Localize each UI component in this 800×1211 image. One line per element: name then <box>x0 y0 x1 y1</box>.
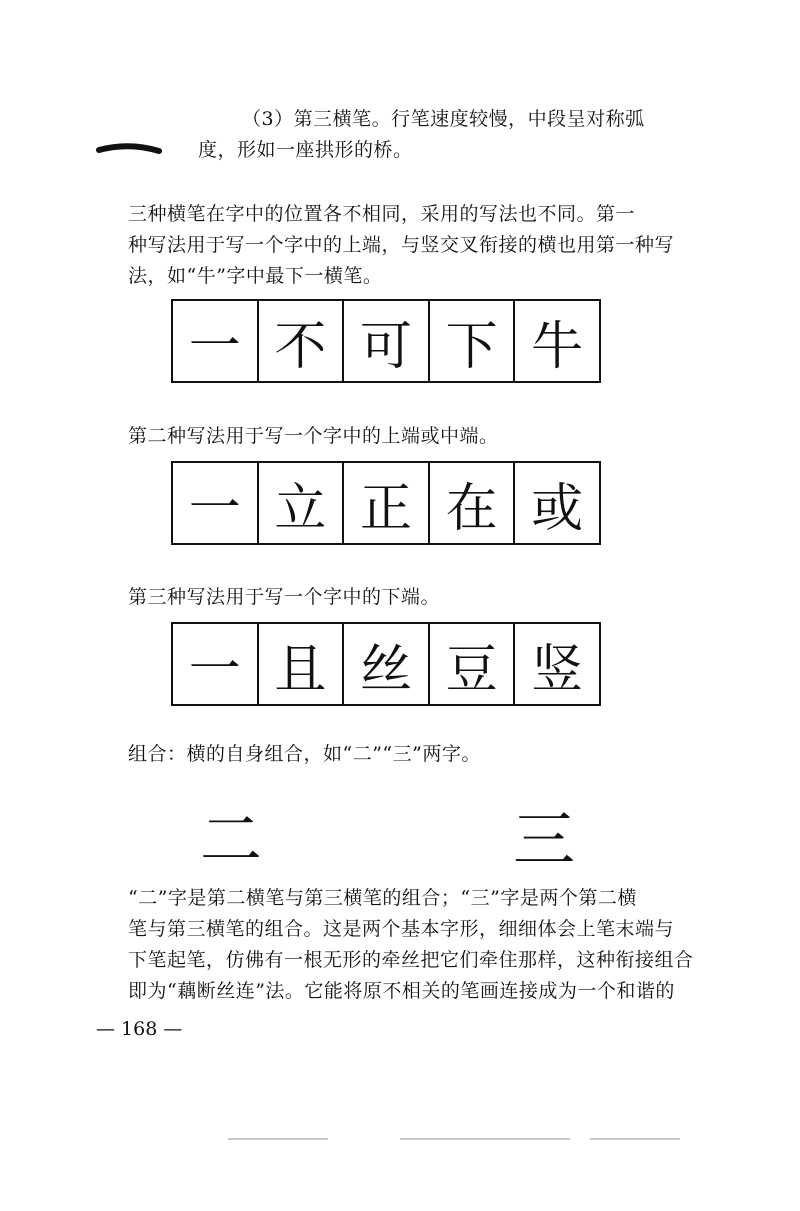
paragraph-line: 下笔起笔，仿佛有一根无形的牵丝把它们牵住那样，这种衔接组合 <box>128 949 694 971</box>
grid-cell: 一 <box>188 639 241 700</box>
page-number: — 168 — <box>96 1018 183 1040</box>
third-stroke-line-1: （3）第三横笔。行笔速度较慢，中段呈对称弧 <box>242 108 645 130</box>
grid-cell: 或 <box>513 463 599 543</box>
grid-cell: 立 <box>257 463 343 543</box>
grid-cell: 牛 <box>513 301 599 381</box>
third-stroke-description <box>198 104 698 166</box>
grid-cell: 一 <box>188 478 241 539</box>
second-method-caption: 第二种写法用于写一个字中的上端或中端。 <box>128 425 499 447</box>
combination-caption: 组合：横的自身组合，如“二”“三”两字。 <box>128 743 481 765</box>
paragraph-line: 笔与第三横笔的组合。这是两个基本字形，细细体会上笔末端与 <box>128 918 675 940</box>
grid-cell: 且 <box>257 624 343 704</box>
combination-explanation-paragraph <box>128 883 698 1007</box>
grid-cell: 在 <box>428 463 514 543</box>
example-grid-third-method <box>171 622 601 706</box>
example-grid-second-method <box>171 461 601 545</box>
scan-artifact <box>400 1138 570 1140</box>
paragraph-line: “二”字是第二横笔与第三横笔的组合；“三”字是两个第二横 <box>128 887 637 909</box>
scan-artifact <box>228 1138 328 1140</box>
paragraph-line: 种写法用于写一个字中的上端，与竖交叉衔接的横也用第一种写 <box>128 234 675 256</box>
paragraph-line: 法，如“牛”字中最下一横笔。 <box>128 265 383 287</box>
grid-cell: 丝 <box>342 624 428 704</box>
grid-cell: 竖 <box>513 624 599 704</box>
grid-cell: 不 <box>257 301 343 381</box>
grid-cell: 一 <box>188 316 241 377</box>
combination-example-er: 二 <box>200 803 263 876</box>
stroke-usage-paragraph <box>128 199 698 292</box>
grid-cell: 可 <box>342 301 428 381</box>
example-grid-first-method <box>171 299 601 383</box>
third-stroke-line-2: 度，形如一座拱形的桥。 <box>198 139 413 161</box>
grid-cell: 正 <box>342 463 428 543</box>
paragraph-line: 三种横笔在字中的位置各不相同，采用的写法也不同。第一 <box>128 203 636 225</box>
paragraph-line: 即为“藕断丝连”法。它能将原不相关的笔画连接成为一个和谐的 <box>128 980 675 1002</box>
combination-example-san: 三 <box>513 803 576 876</box>
grid-cell: 下 <box>428 301 514 381</box>
scan-artifact <box>590 1138 680 1140</box>
third-stroke-example-icon <box>96 134 162 160</box>
third-method-caption: 第三种写法用于写一个字中的下端。 <box>128 586 441 608</box>
grid-cell: 豆 <box>428 624 514 704</box>
